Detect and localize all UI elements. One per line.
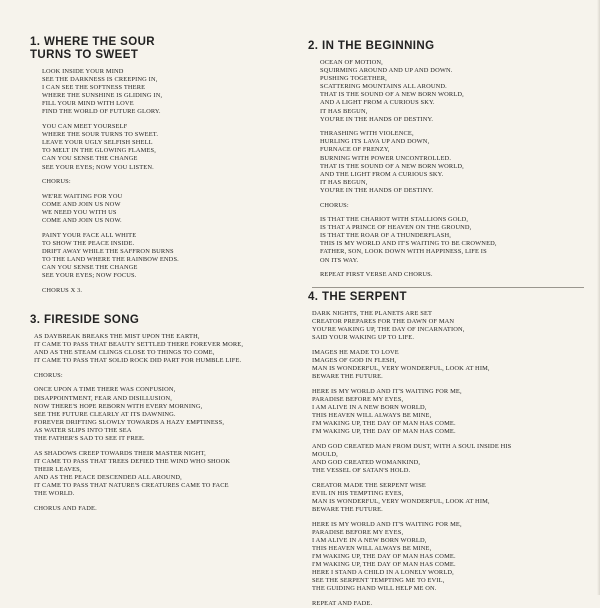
lyric-line: LEAVE YOUR UGLY SELFISH SHELL (42, 139, 153, 147)
lyric-line: THAT IS THE SOUND OF A NEW BORN WORLD, (320, 91, 464, 99)
lyric-line: TO MELT IN THE GLOWING FLAMES, (42, 147, 156, 155)
lyric-line: YOU'RE IN THE HANDS OF DESTINY. (320, 186, 434, 194)
lyric-line: THAT IS THE SOUND OF A NEW BORN WORLD, (320, 162, 464, 170)
lyric-line: CREATOR PREPARES FOR THE DAWN OF MAN (312, 318, 455, 326)
lyric-line: REPEAT FIRST VERSE AND CHORUS. (320, 271, 433, 279)
lyric-line: BEWARE THE FUTURE. (312, 505, 383, 513)
lyric-line: YOU'RE IN THE HANDS OF DESTINY. (320, 115, 434, 123)
lyric-line: BURNING WITH POWER UNCONTROLLED. (320, 154, 452, 162)
lyric-line: IS THAT THE CHARIOT WITH STALLIONS GOLD, (320, 216, 469, 224)
lyric-line: CAN YOU SENSE THE CHANGE (42, 263, 138, 271)
lyric-line: IT CAME TO PASS THAT TREES DEFIED THE WIND WHO SHOOK (34, 457, 231, 465)
lyric-line: SEE THE SERPENT TEMPTING ME TO EVIL, (312, 577, 445, 585)
lyric-line: THE FATHER'S SAD TO SEE IT FREE. (34, 435, 145, 443)
lyric-line: I'M WAKING UP, THE DAY OF MAN HAS COME. (312, 420, 456, 428)
lyric-line: SEE YOUR EYES; NOW YOU LISTEN. (42, 163, 154, 171)
lyric-line: IS THAT THE ROAR OF A THUNDERFLASH, (320, 232, 452, 240)
lyric-line: AND THE LIGHT FROM A CURIOUS SKY. (320, 170, 444, 178)
lyric-line: AND GOD CREATED MAN FROM DUST, WITH A SOUL INSIDE HIS (312, 442, 512, 450)
song-title: 1. WHERE THE SOUR TURNS TO SWEET (30, 36, 156, 61)
lyric-line: PARADISE BEFORE MY EYES, (312, 395, 404, 403)
lyric-line: WHERE THE SUNSHINE IS GLIDING IN, (42, 92, 163, 100)
lyric-line: AND AS THE PEACE DESCENDED ALL AROUND, (34, 473, 182, 481)
lyric-line: TO SHOW THE PEACE INSIDE. (42, 239, 135, 247)
lyric-line: IT HAS BEGUN, (320, 107, 368, 115)
lyric-line: CAN YOU SENSE THE CHANGE (42, 155, 138, 163)
lyric-line: MAN IS WONDERFUL, VERY WONDERFUL, LOOK AT HIM, (312, 365, 490, 373)
lyric-line: THE WORLD. (34, 490, 75, 498)
lyric-line: IT HAS BEGUN, (320, 178, 368, 186)
lyric-line: COME AND JOIN US NOW. (42, 217, 122, 224)
lyric-line: WE'RE WAITING FOR YOU (42, 192, 123, 200)
lyric-line: IT CAME TO PASS THAT SOLID ROCK DID PART FOR HUMBLE LIFE. (34, 357, 242, 365)
lyric-line: COME AND JOIN US NOW (42, 200, 121, 208)
lyric-line: I'M WAKING UP, THE DAY OF MAN HAS COME. (312, 428, 456, 436)
divider-rule (312, 287, 584, 288)
lyric-line: THIS HEAVEN WILL ALWAYS BE MINE, (312, 544, 432, 552)
lyric-line: EVIL IN HIS TEMPTING EYES, (312, 489, 404, 497)
lyric-line: BEWARE THE FUTURE. (312, 373, 383, 381)
lyric-line: HERE I STAND A CHILD IN A LONELY WORLD, (312, 569, 454, 577)
lyric-line: THEIR LEAVES, (34, 465, 82, 473)
lyric-line: AND A LIGHT FROM A CURIOUS SKY. (320, 99, 435, 107)
lyric-line: PARADISE BEFORE MY EYES, (312, 528, 404, 536)
lyric-line: SEE THE FUTURE CLEARLY AT ITS DAWNING. (34, 410, 176, 418)
lyric-line: AND AS THE STEAM CLINGS CLOSE TO THINGS TO COME, (34, 349, 215, 357)
lyric-line: THIS HEAVEN WILL ALWAYS BE MINE, (312, 412, 432, 420)
lyric-line: IT CAME TO PASS THAT BEAUTY SETTLED THERE FOREVER MORE, (34, 341, 244, 349)
lyric-line: I AM ALIVE IN A NEW BORN WORLD, (312, 536, 427, 544)
lyric-line: DISAPPOINTMENT, FEAR AND DISILLUSION, (34, 394, 173, 402)
lyric-line: I'M WAKING UP, THE DAY OF MAN HAS COME. (312, 552, 456, 560)
lyric-line: ONCE UPON A TIME THERE WAS CONFUSION, (34, 386, 176, 394)
lyric-line: SCATTERING MOUNTAINS ALL AROUND. (320, 83, 447, 91)
lyric-line: YOU'RE WAKING UP, THE DAY OF INCARNATION, (312, 326, 465, 334)
lyric-line: CREATOR MADE THE SERPENT WISE (312, 481, 426, 489)
lyric-line: CHORUS X 3. (42, 286, 83, 294)
lyric-line: HERE IS MY WORLD AND IT'S WAITING FOR ME, (312, 387, 462, 395)
song-title: 3. FIRESIDE SONG (30, 314, 140, 326)
lyric-line: IT CAME TO PASS THAT NATURE'S CREATURES CAME TO FACE (34, 482, 229, 489)
lyric-line: FURNACE OF FRENZY, (320, 146, 390, 154)
lyric-line: I'M WAKING UP, THE DAY OF MAN HAS COME. (312, 561, 456, 569)
song-lyrics (308, 59, 593, 279)
lyric-line: DARK NIGHTS, THE PLANETS ARE SET (312, 310, 433, 317)
song-the-serpent (308, 291, 593, 608)
lyric-line: HERE IS MY WORLD AND IT'S WAITING FOR ME, (312, 520, 462, 528)
lyric-line: CHORUS: (34, 371, 63, 379)
lyric-line: CHORUS AND FADE. (34, 504, 97, 512)
lyric-line: AS DAYBREAK BREAKS THE MIST UPON THE EARTH, (34, 333, 200, 340)
lyric-line: THRASHING WITH VIOLENCE, (320, 130, 414, 138)
song-fireside-song (30, 314, 300, 513)
lyric-line: WHERE THE SOUR TURNS TO SWEET. (42, 131, 159, 139)
song-lyrics (30, 68, 285, 295)
lyric-line: SAID YOUR WAKING UP TO LIFE. (312, 334, 415, 342)
lyric-line: MAN IS WONDERFUL, VERY WONDERFUL, LOOK AT HIM, (312, 497, 490, 505)
song-where-the-sour-turns-to-sweet (30, 36, 285, 295)
lyric-line: PAINT YOUR FACE ALL WHITE (42, 231, 137, 239)
lyric-line: NOW THERE'S HOPE REBORN WITH EVERY MORNING, (34, 402, 203, 410)
lyric-line: IMAGES HE MADE TO LOVE (312, 348, 399, 356)
lyric-line: YOU CAN MEET YOURSELF (42, 123, 128, 131)
lyric-line: AS SHADOWS CREEP TOWARDS THEIR MASTER NIGHT, (34, 449, 206, 457)
lyric-line: SEE YOUR EYES; NOW FOCUS. (42, 272, 137, 280)
lyric-line: IS THAT A PRINCE OF HEAVEN ON THE GROUND, (320, 224, 472, 232)
lyric-line: I AM ALIVE IN A NEW BORN WORLD, (312, 403, 427, 411)
lyric-line: TO THE LAND WHERE THE RAINBOW ENDS. (42, 255, 179, 263)
lyric-line: THE VESSEL OF SATAN'S HOLD. (312, 467, 411, 475)
lyric-line: I CAN SEE THE SOFTNESS THERE (42, 84, 146, 92)
lyric-line: CHORUS: (320, 201, 349, 209)
lyric-line: THE GUIDING HAND WILL HELP ME ON. (312, 585, 437, 593)
lyric-line: AS WATER SLIPS INTO THE SEA (34, 426, 132, 434)
lyric-line: IMAGES OF GOD IN FLESH, (312, 356, 397, 364)
lyric-line: ON ITS WAY. (320, 256, 359, 264)
lyric-line: REPEAT AND FADE. (312, 599, 373, 607)
lyric-line: FILL YOUR MIND WITH LOVE (42, 100, 134, 108)
song-lyrics (308, 310, 593, 608)
lyric-line: FIND THE WORLD OF FUTURE GLORY. (42, 108, 161, 116)
song-title: 2. IN THE BEGINNING (308, 40, 435, 52)
lyric-line: FATHER, SON, LOOK DOWN WITH HAPPINESS, LIFE IS (320, 248, 487, 256)
song-title: 4. THE SERPENT (308, 291, 407, 303)
song-in-the-beginning (308, 40, 593, 279)
lyric-line: SEE THE DARKNESS IS CREEPING IN, (42, 76, 158, 84)
lyric-line: MOULD, (312, 450, 338, 458)
song-lyrics (30, 333, 300, 513)
lyric-line: FOREVER DRIFTING SLOWLY TOWARDS A HAZY EMPTINESS, (34, 418, 225, 426)
lyric-line: PUSHING TOGETHER, (320, 75, 387, 83)
lyric-line: THIS IS MY WORLD AND IT'S WAITING TO BE CROWNED, (320, 240, 497, 248)
lyric-line: AND GOD CREATED WOMANKIND, (312, 459, 421, 466)
lyric-line: SQUIRMING AROUND AND UP AND DOWN. (320, 67, 453, 75)
lyric-line: HURLING ITS LAVA UP AND DOWN, (320, 138, 430, 146)
lyric-line: WE NEED YOU WITH US (42, 208, 117, 216)
lyric-line: DRIFT AWAY WHILE THE SAFFRON BURNS (42, 247, 174, 255)
lyric-line: CHORUS: (42, 178, 71, 186)
lyric-line: OCEAN OF MOTION, (320, 59, 383, 66)
lyric-line: LOOK INSIDE YOUR MIND (42, 68, 124, 75)
